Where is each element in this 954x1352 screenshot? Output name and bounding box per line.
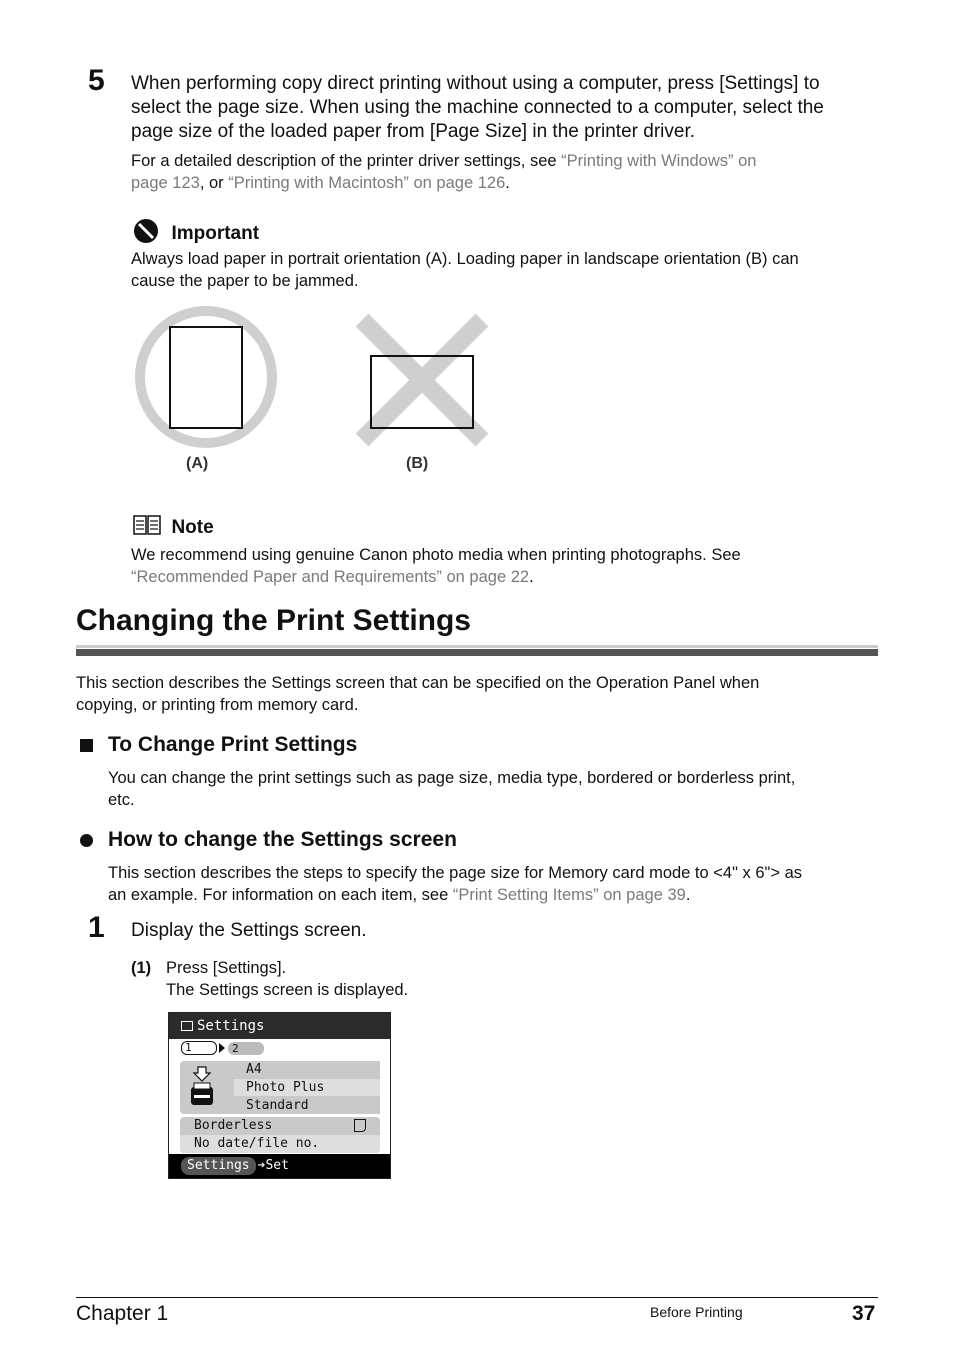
step-number: 1: [88, 911, 105, 944]
text-line: This section describes the steps to specify the page size for Memory card mode to <4" x 6"> as: [108, 864, 803, 882]
text-line: page size of the loaded paper from [Page Size] in the printer driver.: [131, 121, 695, 142]
note-title: Note: [171, 516, 214, 538]
detail-text: , or: [199, 174, 229, 192]
text-line: This section describes the Settings screen that can be specified on the Operation Panel when: [76, 674, 760, 692]
label-landscape: (B): [406, 455, 429, 472]
settings-button-label: Settings: [187, 1158, 250, 1173]
subsection-1-text: [108, 767, 878, 811]
link-recommended-paper[interactable]: “Recommended Paper and Requirements” on page 22: [131, 568, 530, 586]
lcd-paper-settings-group: [180, 1061, 380, 1114]
text-line: Press [Settings].: [166, 959, 287, 977]
lcd-row-date[interactable]: [180, 1135, 380, 1153]
section-rule-dark: [76, 649, 878, 656]
set-action-label: Set: [265, 1158, 289, 1173]
quality-value: Standard: [246, 1098, 309, 1113]
text-line: Always load paper in portrait orientation (A). Loading paper in landscape orientation (B) can: [131, 250, 799, 268]
text-punctuation: .: [685, 886, 691, 904]
link-printing-macintosh[interactable]: “Printing with Macintosh” on page 126: [228, 174, 506, 192]
text-line: When performing copy direct printing without using a computer, press [Settings] to: [131, 73, 820, 94]
subsection-title-to-change: To Change Print Settings: [108, 733, 358, 756]
lcd-tab-1[interactable]: [181, 1041, 217, 1055]
tab-2-label: 2: [232, 1042, 239, 1055]
important-text: [131, 248, 891, 292]
tab-arrow-icon: [219, 1043, 225, 1053]
lcd-row-print-quality[interactable]: [234, 1097, 380, 1114]
text-line: You can change the print settings such as page size, media type, bordered or borderless print,: [108, 769, 796, 787]
book-icon: [133, 514, 161, 541]
text-line: select the page size. When using the machine connected to a computer, select the: [131, 97, 824, 118]
section-intro: [76, 672, 876, 716]
text-line: We recommend using genuine Canon photo media when printing photographs. See: [131, 546, 741, 564]
text-line: etc.: [108, 791, 135, 809]
lcd-settings-screen: [168, 1012, 391, 1179]
printer-icon: [188, 1065, 216, 1109]
section-rule-light: [76, 645, 878, 648]
subsection-2-text: [108, 862, 888, 906]
sub-step-text: [166, 957, 566, 1001]
note-text: [131, 544, 891, 588]
note-heading: [133, 514, 214, 540]
link-printing-windows-page[interactable]: page 123: [131, 174, 200, 192]
date-value: No date/file no.: [194, 1136, 320, 1151]
tab-1-label: 1: [185, 1041, 192, 1054]
lcd-tabs: [169, 1039, 391, 1059]
square-bullet-icon: [80, 739, 93, 752]
text-line: copying, or printing from memory card.: [76, 696, 359, 714]
round-bullet-icon: [80, 834, 93, 847]
sub-step-label: (1): [131, 959, 152, 977]
correct-circle-icon: [140, 311, 272, 443]
lcd-row-page-size[interactable]: [234, 1061, 380, 1078]
section-title: Changing the Print Settings: [76, 604, 471, 637]
important-title: Important: [171, 222, 260, 244]
arrow-right-icon: ➔: [257, 1158, 266, 1173]
step-5-text: [131, 72, 891, 144]
text-line: cause the paper to be jammed.: [131, 272, 359, 290]
lcd-title: Settings: [197, 1018, 265, 1034]
lcd-layout-group: [180, 1117, 380, 1153]
text-punctuation: .: [529, 568, 534, 586]
link-print-setting-items[interactable]: “Print Setting Items” on page 39: [452, 886, 686, 904]
step-number: 5: [88, 64, 105, 97]
border-value: Borderless: [194, 1118, 273, 1133]
link-printing-windows[interactable]: “Printing with Windows” on: [561, 152, 757, 170]
lcd-settings-button[interactable]: [181, 1157, 256, 1175]
text-line: The Settings screen is displayed.: [166, 981, 409, 999]
lcd-row-media-type[interactable]: [234, 1079, 380, 1096]
footer-chapter: Chapter 1: [76, 1302, 169, 1325]
lcd-bottom-bar: [169, 1154, 391, 1179]
important-heading: [133, 218, 259, 244]
lcd-title-bar: [169, 1013, 391, 1039]
settings-icon: [181, 1021, 193, 1031]
orientation-illustration: [130, 300, 500, 460]
footer-page-number: 37: [852, 1302, 876, 1325]
footer-section: Before Printing: [650, 1304, 743, 1320]
media-type-value: Photo Plus: [246, 1080, 325, 1095]
important-icon: [133, 218, 159, 249]
text-segment: an example. For information on each item, see: [108, 886, 453, 904]
incorrect-cross-icon: [362, 320, 482, 440]
subsection-title-how-to: How to change the Settings screen: [108, 828, 457, 851]
lcd-row-border[interactable]: [180, 1117, 380, 1135]
label-portrait: (A): [186, 455, 209, 472]
detail-text: .: [505, 174, 510, 192]
detail-text: For a detailed description of the printer driver settings, see: [131, 152, 562, 170]
footer-rule: [76, 1297, 878, 1298]
step-5-detail: [131, 150, 891, 194]
step-1-text: Display the Settings screen.: [131, 920, 367, 941]
page-size-value: A4: [246, 1062, 262, 1077]
lcd-tab-2[interactable]: [228, 1042, 264, 1055]
border-page-icon: [354, 1119, 366, 1132]
